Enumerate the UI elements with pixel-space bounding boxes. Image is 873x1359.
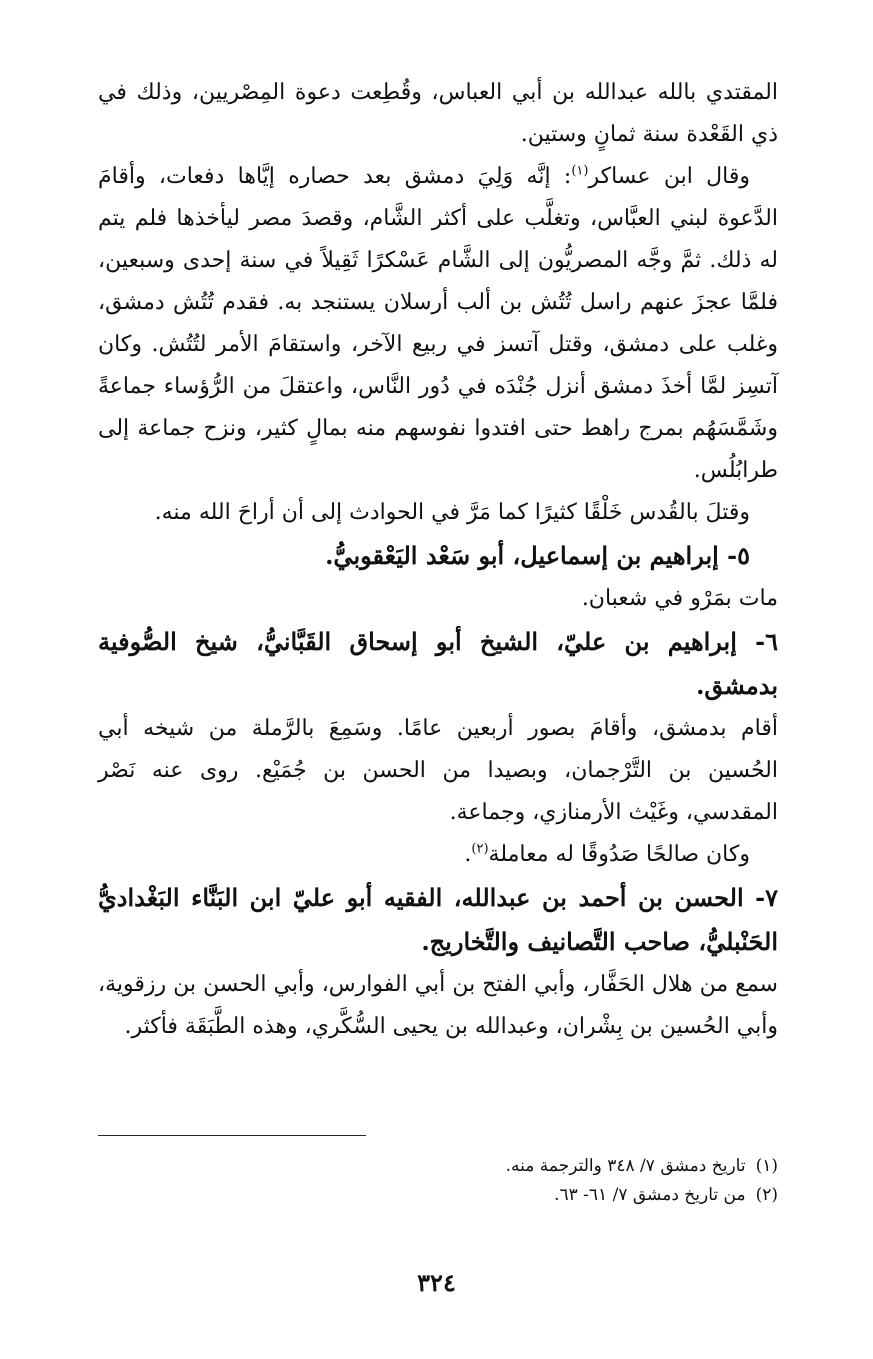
- footnote-reference: (١): [571, 163, 589, 179]
- paragraph-text: .: [464, 842, 472, 867]
- page-number: ٣٢٤: [417, 1268, 456, 1297]
- paragraph-text: : إنَّه وَلِيَ دمشق بعد حصاره إيَّاها دفعات، وأقامَ الدَّعوة لبني العبَّاس، وتغلَّب على أكثر الشَّام، وقصدَ مصر ليأخذها فلم يتم له ذلك. ثمَّ وجَّه المصريُّون إلى الشَّام عَسْكرًا ثَقِيلاً في سنة إحدى وسبعين، فلمَّا عجزَ عنهم راسل تُتُش بن ألب أرسلان يستنجد به. فقدم تُتُش دمشق، وغلب على دمشق، وقتل آتسز في ربيع الآخر، واستقامَ الأمر لتُتُش. وكان آتسِز لمَّا أخذَ دمشق أنزل جُنْدَه في دُور النَّاس، واعتقلَ من الرُّؤساء جماعةً وشَمَّسَهُم بمرج راهط حتى افتدوا نفوسهم منه بمالٍ كثير، ونزح جماعة إلى طرابُلُس.: [98, 164, 778, 483]
- footnote-text: من تاريخ دمشق ٧/ ٦١- ٦٣.: [554, 1185, 746, 1205]
- paragraph: مات بمَرْو في شعبان.: [581, 586, 778, 611]
- footnote-reference: (٢): [471, 841, 489, 857]
- page-body: [98, 72, 778, 1048]
- paragraph: سمع من هلال الحَفَّار، وأبي الفتح بن أبي الفوارس، وأبي الحسن بن رزقوية، وأبي الحُسين بن بِشْران، وعبدالله بن يحيى السُّكَّري، وهذه الطَّبَقَة فأكثر.: [98, 972, 778, 1039]
- paragraph: أقام بدمشق، وأقامَ بصور أربعين عامًا. وسَمِعَ بالرَّملة من شيخه أبي الحُسين بن التَّرْجمان، وبصيدا من الحسن بن جُمَيْع. روى عنه نَصْر المقدسي، وغَيْث الأرمنازي، وجماعة.: [98, 716, 778, 825]
- entry-heading-5: ٥- إبراهيم بن إسماعيل، أبو سَعْد اليَعْقوبيُّ.: [325, 541, 750, 570]
- footnotes: [98, 1152, 778, 1210]
- paragraph-ibn-asakir: [98, 156, 778, 492]
- paragraph: وقتلَ بالقُدس خَلْقًا كثيرًا كما مَرَّ في الحوادث إلى أن أراحَ الله منه.: [154, 500, 750, 525]
- paragraph: [98, 834, 778, 876]
- footnote-number: (٢): [755, 1185, 778, 1205]
- footnote: [98, 1181, 778, 1210]
- paragraph-text: وقال ابن عساكر: [588, 164, 750, 189]
- entry-heading-7: ٧- الحسن بن أحمد بن عبدالله، الفقيه أبو عليّ ابن البَنَّاء البَغْداديُّ الحَنْبليُّ، صاحب التَّصانيف والتَّخاريج.: [98, 883, 778, 956]
- footnote-number: (١): [755, 1156, 778, 1176]
- footnote-text: تاريخ دمشق ٧/ ٣٤٨ والترجمة منه.: [505, 1156, 746, 1176]
- paragraph: المقتدي بالله عبدالله بن أبي العباس، وقُطِعت دعوة المِصْريين، وذلك في ذي القَعْدة سنة ثمانٍ وستين.: [98, 80, 778, 147]
- entry-heading-6: ٦- إبراهيم بن عليّ، الشيخ أبو إسحاق القَبَّانيُّ، شيخ الصُّوفية بدمشق.: [98, 627, 778, 700]
- footnote: [98, 1152, 778, 1181]
- footnote-divider: [98, 1135, 366, 1136]
- paragraph-text: وكان صالحًا صَدُوقًا له معاملة: [488, 842, 750, 867]
